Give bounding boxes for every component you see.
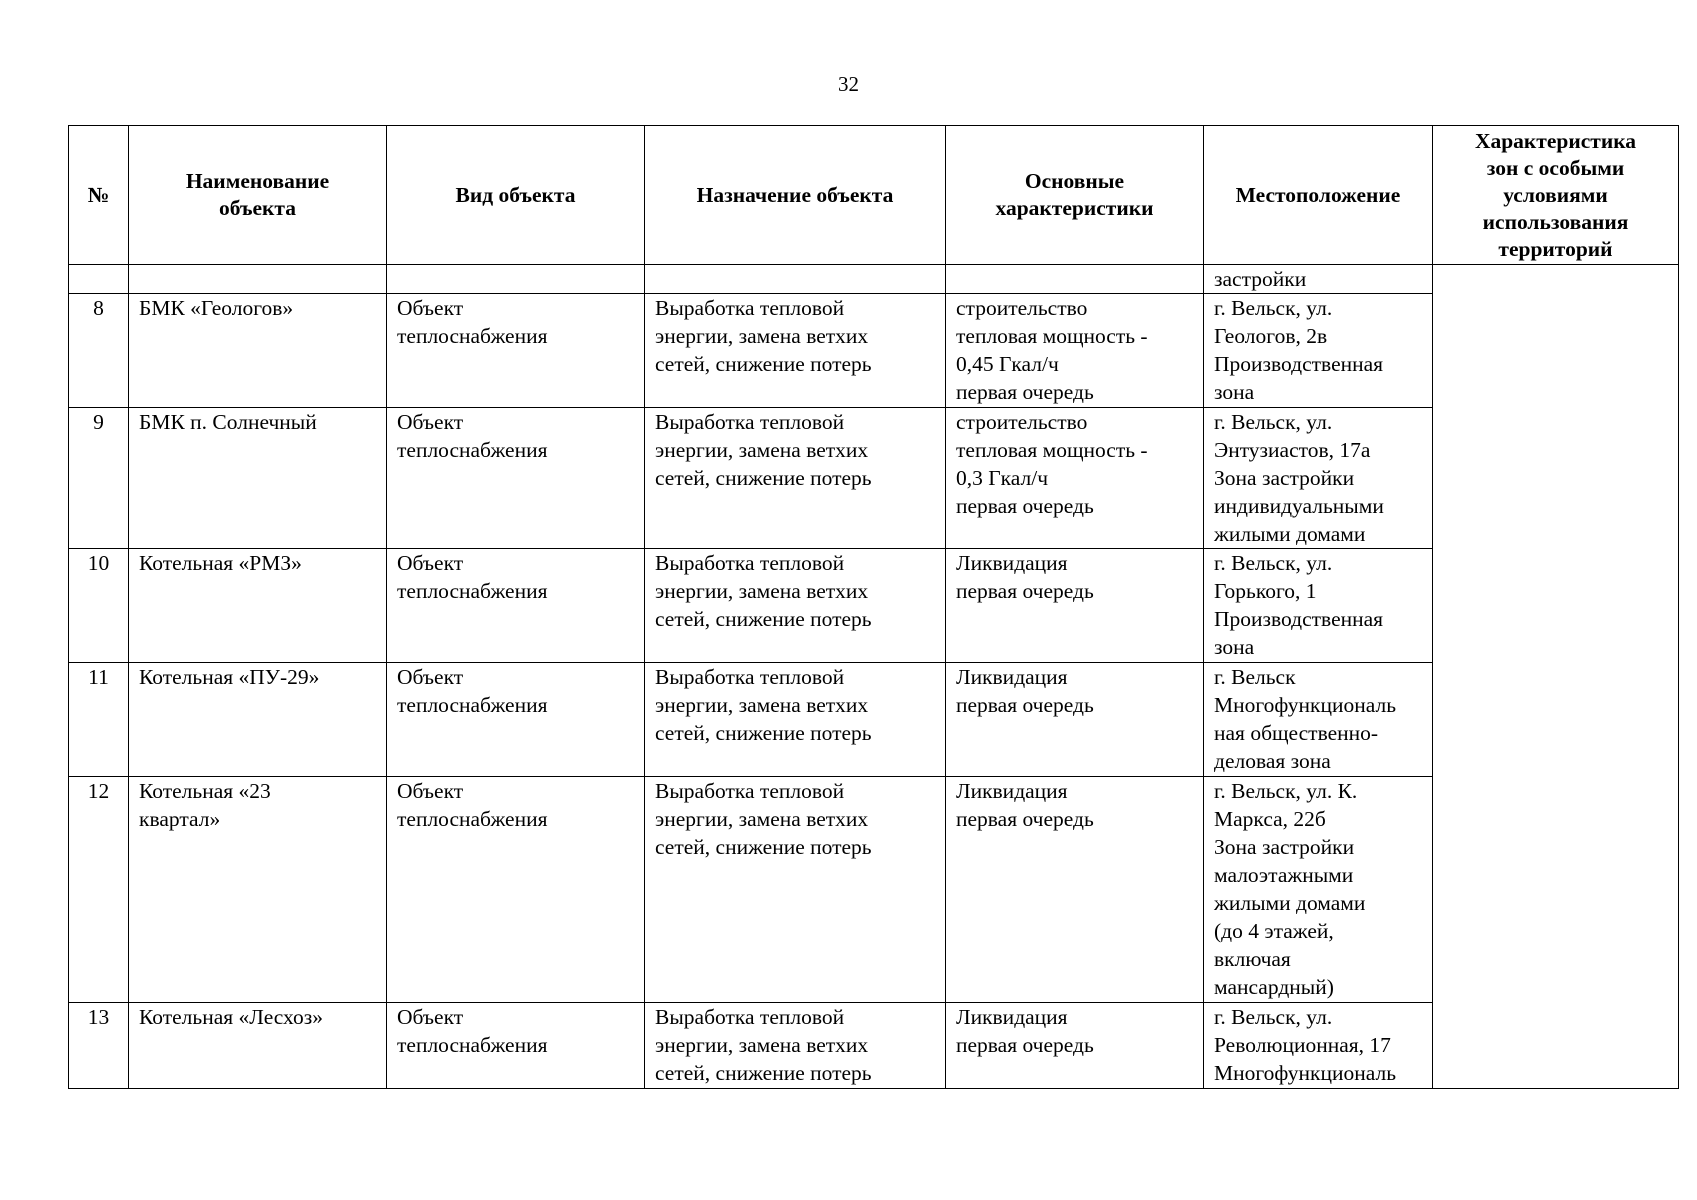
header-zone-characteristics: Характеристика зон с особыми условиями использования территорий bbox=[1433, 126, 1679, 265]
cell-number: 12 bbox=[69, 777, 129, 1003]
cell-name: БМК «Геологов» bbox=[129, 294, 387, 408]
cell-type: Объект теплоснабжения bbox=[387, 294, 645, 408]
cell-number: 10 bbox=[69, 549, 129, 663]
objects-table bbox=[68, 125, 1679, 1089]
cell-name: Котельная «РМЗ» bbox=[129, 549, 387, 663]
cell-zone-characteristics bbox=[1433, 265, 1679, 1089]
cell-characteristics: строительство тепловая мощность - 0,45 Гкал/ч первая очередь bbox=[946, 294, 1204, 408]
cell-location: г. Вельск, ул. Энтузиастов, 17а Зона застройки индивидуальными жилыми домами bbox=[1204, 408, 1433, 549]
cell-purpose: Выработка тепловой энергии, замена ветхих сетей, снижение потерь bbox=[645, 663, 946, 777]
cell-characteristics: Ликвидация первая очередь bbox=[946, 549, 1204, 663]
header-location: Местоположение bbox=[1204, 126, 1433, 265]
cell-number: 11 bbox=[69, 663, 129, 777]
cell-type: Объект теплоснабжения bbox=[387, 549, 645, 663]
cell-location: г. Вельск, ул. Геологов, 2в Производственная зона bbox=[1204, 294, 1433, 408]
header-number: № bbox=[69, 126, 129, 265]
cell-characteristics: строительство тепловая мощность - 0,3 Гкал/ч первая очередь bbox=[946, 408, 1204, 549]
cell-number bbox=[69, 265, 129, 294]
cell-purpose: Выработка тепловой энергии, замена ветхих сетей, снижение потерь bbox=[645, 1003, 946, 1089]
cell-location: г. Вельск, ул. К. Маркса, 22б Зона застройки малоэтажными жилыми домами (до 4 этажей, включая мансардный) bbox=[1204, 777, 1433, 1003]
cell-characteristics: Ликвидация первая очередь bbox=[946, 777, 1204, 1003]
cell-location: г. Вельск, ул. Горького, 1 Производственная зона bbox=[1204, 549, 1433, 663]
cell-purpose: Выработка тепловой энергии, замена ветхих сетей, снижение потерь bbox=[645, 549, 946, 663]
cell-number: 13 bbox=[69, 1003, 129, 1089]
cell-characteristics bbox=[946, 265, 1204, 294]
cell-number: 9 bbox=[69, 408, 129, 549]
table-row-continuation bbox=[69, 265, 1679, 294]
table-header-row bbox=[69, 126, 1679, 265]
header-object-purpose: Назначение объекта bbox=[645, 126, 946, 265]
cell-type: Объект теплоснабжения bbox=[387, 777, 645, 1003]
cell-name: БМК п. Солнечный bbox=[129, 408, 387, 549]
cell-name: Котельная «ПУ-29» bbox=[129, 663, 387, 777]
header-main-characteristics: Основные характеристики bbox=[946, 126, 1204, 265]
header-object-type: Вид объекта bbox=[387, 126, 645, 265]
cell-purpose bbox=[645, 265, 946, 294]
cell-number: 8 bbox=[69, 294, 129, 408]
cell-name bbox=[129, 265, 387, 294]
cell-type: Объект теплоснабжения bbox=[387, 408, 645, 549]
cell-purpose: Выработка тепловой энергии, замена ветхих сетей, снижение потерь bbox=[645, 777, 946, 1003]
cell-characteristics: Ликвидация первая очередь bbox=[946, 1003, 1204, 1089]
cell-name: Котельная «Лесхоз» bbox=[129, 1003, 387, 1089]
cell-type bbox=[387, 265, 645, 294]
cell-characteristics: Ликвидация первая очередь bbox=[946, 663, 1204, 777]
page-number: 32 bbox=[838, 72, 859, 96]
cell-name: Котельная «23 квартал» bbox=[129, 777, 387, 1003]
header-object-name: Наименование объекта bbox=[129, 126, 387, 265]
cell-purpose: Выработка тепловой энергии, замена ветхих сетей, снижение потерь bbox=[645, 408, 946, 549]
cell-location: г. Вельск, ул. Революционная, 17 Многофункциональ bbox=[1204, 1003, 1433, 1089]
cell-location: г. Вельск Многофункциональ ная общественно- деловая зона bbox=[1204, 663, 1433, 777]
cell-purpose: Выработка тепловой энергии, замена ветхих сетей, снижение потерь bbox=[645, 294, 946, 408]
cell-type: Объект теплоснабжения bbox=[387, 663, 645, 777]
cell-type: Объект теплоснабжения bbox=[387, 1003, 645, 1089]
cell-location: застройки bbox=[1204, 265, 1433, 294]
